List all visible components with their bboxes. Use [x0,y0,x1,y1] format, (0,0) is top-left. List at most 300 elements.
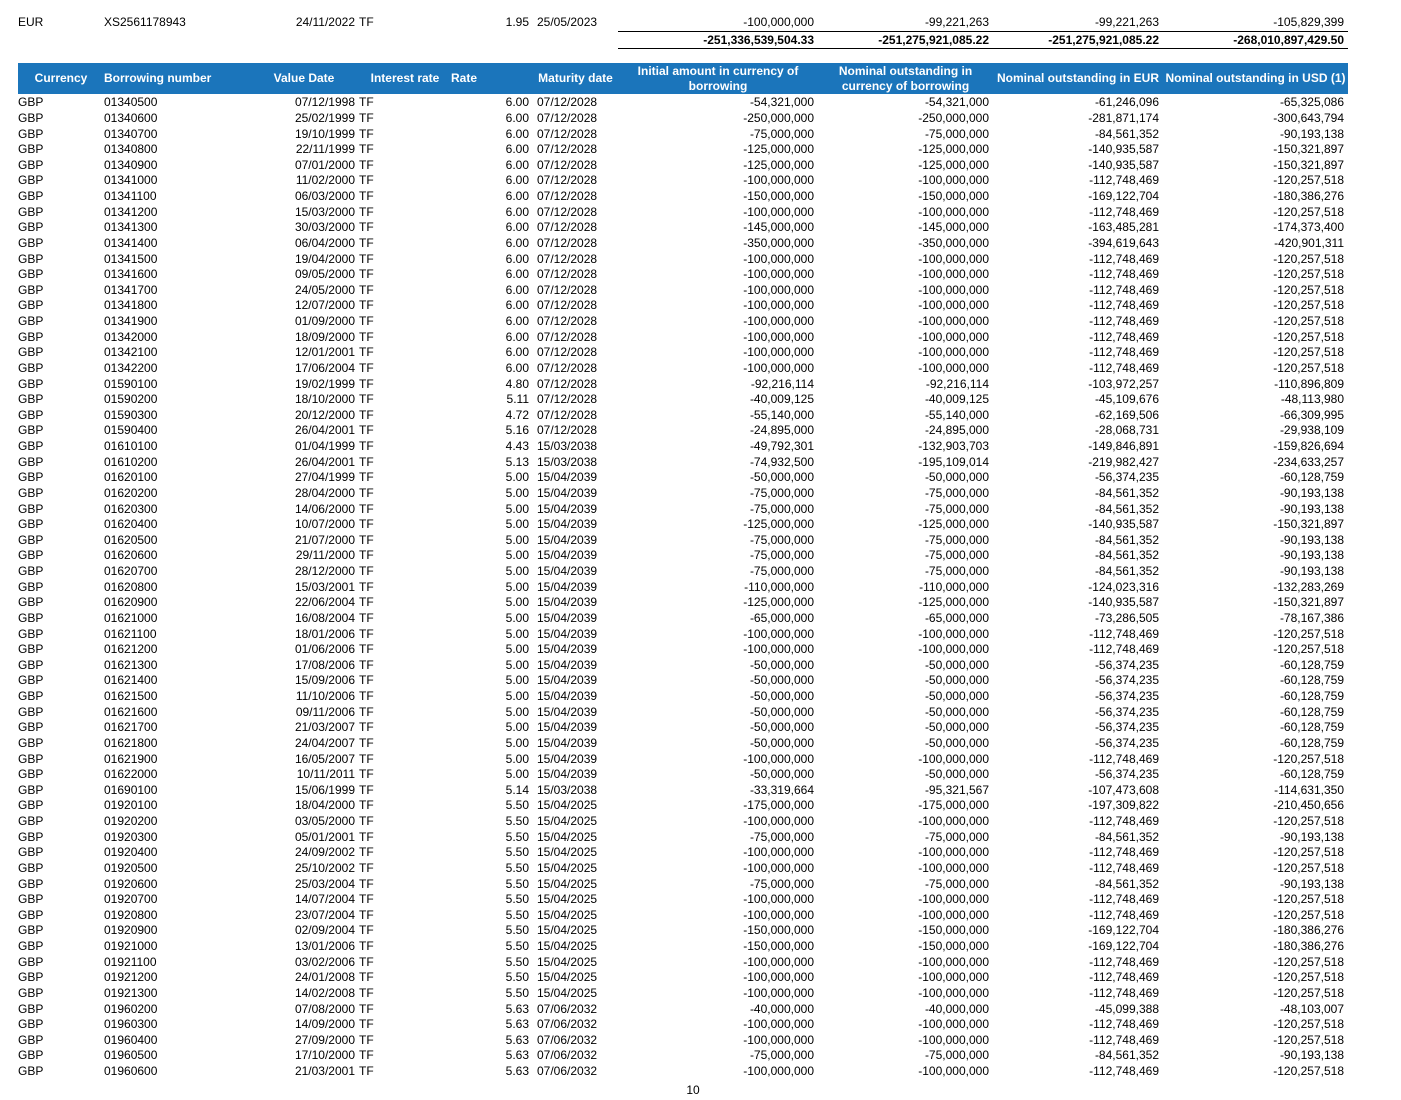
initial-amount-cell: -50,000,000 [749,470,814,485]
nominal-eur-cell: -84,561,352 [1094,126,1159,141]
table-row [18,1001,1348,1017]
maturity-cell: 07/12/2028 [537,423,598,438]
currency-cell: GBP [18,220,44,235]
nominal-usd-cell: -90,193,138 [1279,876,1344,891]
rate-type-cell: TF [359,751,374,766]
currency-cell: GBP [18,892,44,907]
nominal-eur-cell: -112,748,469 [1089,954,1159,969]
nominal-usd-cell: -60,128,759 [1279,767,1344,782]
maturity-cell: 15/04/2039 [537,470,598,485]
nominal-usd-cell: -48,103,007 [1279,1001,1344,1016]
maturity-cell: 15/04/2039 [537,767,598,782]
borrowing-number-cell: 01341500 [104,251,158,266]
rate-cell: 6.00 [505,189,529,204]
rate-cell: 5.00 [505,532,529,547]
table-row [18,533,1348,549]
nominal-usd-cell: -60,128,759 [1279,470,1344,485]
rate-type-cell: TF [359,189,374,204]
borrowing-number-cell: 01921100 [104,954,157,969]
borrowing-number-cell: 01341800 [104,298,158,313]
nominal-eur-cell: -112,748,469 [1089,970,1159,985]
nominal-borrowing-cell: -100,000,000 [918,860,989,875]
table-row [18,283,1348,299]
nominal-eur-cell: -169,122,704 [1088,923,1159,938]
value-date-cell: 24/04/2007 [294,735,355,750]
initial-amount-cell: -33,319,664 [749,782,814,797]
value-date-cell: 10/11/2011 [296,767,355,782]
nominal-usd-cell: -110,896,809 [1274,376,1344,391]
borrowing-number-cell: 01921300 [104,985,158,1000]
initial-amount-cell: -74,932,500 [749,454,814,469]
rate-type-cell: TF [359,985,374,1000]
nominal-eur-cell: -56,374,235 [1094,657,1159,672]
borrowing-number-cell: 01590200 [104,392,158,407]
borrowing-number-cell: 01621700 [104,720,158,735]
value-date-cell: 19/02/1999 [294,376,355,391]
nominal-borrowing-cell: -125,000,000 [918,142,989,157]
nominal-usd-cell: -120,257,518 [1273,267,1344,282]
value-date-cell: 30/03/2000 [294,220,355,235]
value-date-cell: 21/03/2007 [294,720,355,735]
initial-amount-cell: -50,000,000 [749,704,814,719]
maturity-cell: 15/04/2039 [537,642,598,657]
currency-cell: GBP [18,673,44,688]
initial-amount-cell: -50,000,000 [749,657,814,672]
rate-cell: 5.50 [505,970,529,985]
value-date-cell: 22/11/1999 [295,142,355,157]
maturity-cell: 07/12/2028 [537,298,598,313]
nominal-eur-cell: -163,485,281 [1088,220,1159,235]
column-header-rate: Rate [451,63,533,94]
nominal-borrowing-cell: -75,000,000 [924,564,989,579]
maturity-cell: 07/06/2032 [537,1001,598,1016]
rate-type-cell: TF [359,595,374,610]
nominal-usd-cell: -120,257,518 [1273,251,1344,266]
borrowing-number-cell: 01341000 [104,173,158,188]
maturity-cell: 15/04/2039 [537,532,598,547]
nominal-borrowing-cell: -55,140,000 [924,407,989,422]
rate-cell: 6.00 [505,251,529,266]
nominal-borrowing-cell: -250,000,000 [918,110,989,125]
nominal-borrowing-cell: -50,000,000 [924,767,989,782]
rate-cell: 6.00 [505,298,529,313]
initial-amount-cell: -150,000,000 [743,189,814,204]
nominal-usd-cell: -90,193,138 [1279,1048,1344,1063]
initial-amount-cell: -50,000,000 [749,735,814,750]
rate-type-cell: TF [359,360,374,375]
currency-cell: GBP [18,1001,44,1016]
nominal-borrowing-cell: -24,895,000 [924,423,989,438]
nominal-borrowing-cell: -100,000,000 [918,845,989,860]
rate-type-cell: TF [359,892,374,907]
value-date-cell: 01/09/2000 [294,314,355,329]
rate-cell: 5.50 [505,892,529,907]
maturity-cell: 15/04/2039 [537,501,598,516]
currency-cell: GBP [18,189,44,204]
maturity-cell: 07/06/2032 [537,1032,598,1047]
initial-amount-cell: -100,000,000 [743,985,814,1000]
total-initial: -251,336,539,504.33 [618,32,818,49]
nominal-borrowing-cell: -100,000,000 [918,814,989,829]
rate-cell: 6.00 [505,329,529,344]
nominal-eur-cell: -112,748,469 [1089,751,1159,766]
initial-amount-cell: -75,000,000 [749,829,814,844]
nominal-usd-cell: -60,128,759 [1279,673,1344,688]
rate-type-cell: TF [359,95,374,110]
maturity-cell: 15/04/2025 [537,923,598,938]
rate-cell: 5.63 [505,1017,529,1032]
nominal-borrowing-cell: -100,000,000 [918,751,989,766]
nominal-borrowing-cell: -125,000,000 [918,595,989,610]
maturity-cell: 15/04/2039 [537,704,598,719]
rate-cell: 6.00 [505,173,529,188]
initial-amount-cell: -50,000,000 [749,673,814,688]
rate-cell: 6.00 [505,314,529,329]
rate-type-cell: TF [359,564,374,579]
rate-type-cell: TF [359,1064,374,1079]
maturity-cell: 15/04/2025 [537,829,598,844]
nominal-borrowing-cell: -100,000,000 [918,642,989,657]
initial-amount-cell: -100,000,000 [743,954,814,969]
currency-cell: GBP [18,610,44,625]
value-date-cell: 15/06/1999 [294,782,355,797]
maturity-cell: 15/04/2039 [537,485,598,500]
nominal-borrowing-cell: -75,000,000 [924,876,989,891]
currency-cell: GBP [18,657,44,672]
rate-type-cell: TF [359,345,374,360]
nominal-usd-cell: -60,128,759 [1279,735,1344,750]
borrowings-table [18,95,1348,1079]
nominal-borrowing-cell: -50,000,000 [924,673,989,688]
value-date-cell: 27/04/1999 [294,470,355,485]
table-row [18,298,1348,314]
maturity-cell: 07/12/2028 [537,110,598,125]
rate-type-cell: TF [359,220,374,235]
rate-type-cell: TF [359,282,374,297]
value-date-cell: 28/12/2000 [294,564,355,579]
initial-amount-cell: -50,000,000 [749,767,814,782]
table-row [18,1064,1348,1080]
nominal-borrowing-cell: -50,000,000 [924,735,989,750]
nominal-usd-cell: -120,257,518 [1273,329,1344,344]
total-nominal-eur: -251,275,921,085.22 [993,32,1163,49]
totals-row [18,32,1348,49]
maturity-cell: 15/04/2039 [537,673,598,688]
table-header [18,63,1348,94]
table-row [18,423,1348,439]
nominal-usd-cell: -90,193,138 [1279,501,1344,516]
nominal-eur-cell: -56,374,235 [1094,673,1159,688]
nominal-borrowing-cell: -132,903,703 [918,439,989,454]
nominal-eur-cell: -112,748,469 [1089,626,1159,641]
table-row [18,579,1348,595]
maturity-cell: 15/04/2039 [537,564,598,579]
borrowing-number-cell: 01622000 [104,767,158,782]
nominal-usd-cell: -60,128,759 [1279,657,1344,672]
rate-cell: 4.43 [505,439,529,454]
currency-cell: GBP [18,439,44,454]
rate-cell: 5.00 [505,595,529,610]
rate-cell: 1.95 [505,15,529,30]
nominal-eur-cell: -281,871,174 [1088,110,1159,125]
nominal-usd-cell: -120,257,518 [1273,298,1344,313]
rate-type-cell: TF [359,1048,374,1063]
nominal-borrowing-cell: -100,000,000 [918,204,989,219]
nominal-eur-cell: -56,374,235 [1094,735,1159,750]
table-row [18,798,1348,814]
value-date-cell: 20/12/2000 [294,407,355,422]
initial-amount-cell: -100,000,000 [743,282,814,297]
initial-amount-cell: -100,000,000 [743,251,814,266]
rate-type-cell: TF [359,142,374,157]
nominal-eur-cell: -112,748,469 [1089,892,1159,907]
value-date-cell: 12/07/2000 [294,298,355,313]
borrowing-number-cell: 01340800 [104,142,158,157]
rate-cell: 5.00 [505,767,529,782]
rate-type-cell: TF [359,173,374,188]
maturity-cell: 15/04/2025 [537,970,598,985]
table-row [18,954,1348,970]
nominal-borrowing-cell: -100,000,000 [918,1032,989,1047]
nominal-borrowing-cell: -100,000,000 [918,954,989,969]
initial-amount-cell: -75,000,000 [749,485,814,500]
maturity-cell: 07/06/2032 [537,1048,598,1063]
nominal-eur-cell: -112,748,469 [1089,985,1159,1000]
value-date-cell: 10/07/2000 [294,517,355,532]
maturity-cell: 15/04/2025 [537,814,598,829]
rate-type-cell: TF [359,392,374,407]
borrowing-number-cell: 01610200 [104,454,158,469]
rate-type-cell: TF [359,407,374,422]
borrowing-number-cell: 01620700 [104,564,158,579]
initial-amount-cell: -75,000,000 [749,1048,814,1063]
nominal-eur-cell: -140,935,587 [1088,595,1159,610]
rate-cell: 6.00 [505,142,529,157]
currency-cell: GBP [18,95,44,110]
nominal-borrowing-cell: -145,000,000 [918,220,989,235]
nominal-borrowing-cell: -100,000,000 [918,1017,989,1032]
table-row [18,720,1348,736]
nominal-eur-cell: -219,982,427 [1088,454,1159,469]
borrowing-number-cell: 01621800 [104,735,158,750]
rate-cell: 5.50 [505,860,529,875]
value-date-cell: 19/04/2000 [294,251,355,266]
nominal-usd-cell: -120,257,518 [1273,892,1344,907]
currency-cell: GBP [18,392,44,407]
currency-cell: GBP [18,626,44,641]
nominal-eur-cell: -73,286,505 [1094,610,1159,625]
rate-cell: 6.00 [505,235,529,250]
page-number: 10 [686,1083,700,1097]
currency-cell: GBP [18,142,44,157]
maturity-cell: 15/04/2025 [537,907,598,922]
borrowing-number-cell: 01340900 [104,157,158,172]
nominal-eur-cell: -149,846,891 [1088,439,1159,454]
initial-amount-cell: -100,000,000 [743,314,814,329]
rate-cell: 5.13 [505,454,529,469]
currency-cell: GBP [18,579,44,594]
borrowing-number-cell: 01341700 [104,282,158,297]
nominal-eur-cell: -112,748,469 [1089,267,1159,282]
rate-type-cell: TF [359,501,374,516]
initial-amount-cell: -100,000,000 [743,1017,814,1032]
nominal-eur-cell: -112,748,469 [1089,282,1159,297]
rate-cell: 6.00 [505,282,529,297]
value-date-cell: 14/02/2008 [294,985,355,1000]
nominal-borrowing-cell: -100,000,000 [918,345,989,360]
value-date-cell: 22/06/2004 [294,595,355,610]
currency-cell: GBP [18,1048,44,1063]
table-row [18,236,1348,252]
maturity-cell: 07/12/2028 [537,251,598,266]
nominal-usd-cell: -120,257,518 [1273,1017,1344,1032]
value-date-cell: 21/07/2000 [294,532,355,547]
table-row [18,189,1348,205]
currency-cell: GBP [18,689,44,704]
table-row [18,220,1348,236]
value-date-cell: 06/04/2000 [294,235,355,250]
nominal-usd-cell: -234,633,257 [1273,454,1344,469]
initial-amount-cell: -40,009,125 [749,392,814,407]
nominal-eur-cell: -84,561,352 [1094,1048,1159,1063]
column-header-currency: Currency [18,63,104,94]
nominal-borrowing-cell: -125,000,000 [918,157,989,172]
nominal-borrowing-cell: -100,000,000 [918,329,989,344]
rate-type-cell: TF [359,782,374,797]
initial-amount-cell: -100,000,000 [743,360,814,375]
table-row [18,986,1348,1002]
initial-amount-cell: -145,000,000 [743,220,814,235]
maturity-cell: 07/12/2028 [537,220,598,235]
table-row [18,142,1348,158]
nominal-usd-cell: -90,193,138 [1279,829,1344,844]
currency-cell: GBP [18,485,44,500]
nominal-usd-cell: -120,257,518 [1273,860,1344,875]
value-date-cell: 02/09/2004 [294,923,355,938]
nominal-eur-cell: -112,748,469 [1089,204,1159,219]
nominal-borrowing-cell: -100,000,000 [918,314,989,329]
nominal-usd-cell: -420,901,311 [1274,235,1344,250]
nominal-borrowing-cell: -100,000,000 [918,251,989,266]
maturity-cell: 15/04/2039 [537,610,598,625]
currency-cell: GBP [18,548,44,563]
currency-cell: GBP [18,1017,44,1032]
nominal-usd-cell: -60,128,759 [1279,704,1344,719]
currency-cell: GBP [18,564,44,579]
currency-cell: GBP [18,423,44,438]
value-date-cell: 06/03/2000 [294,189,355,204]
nominal-usd-cell: -105,829,399 [1163,14,1348,32]
table-row [18,642,1348,658]
rate-type-cell: TF [359,235,374,250]
initial-amount-cell: -100,000,000 [743,267,814,282]
initial-amount-cell: -100,000,000 [618,14,818,32]
maturity-cell: 15/03/2038 [537,454,598,469]
nominal-usd-cell: -150,321,897 [1273,595,1344,610]
borrowing-number-cell: 01621000 [104,610,158,625]
borrowing-number-cell: 01920500 [104,860,158,875]
nominal-usd-cell: -150,321,897 [1273,142,1344,157]
currency-cell: GBP [18,251,44,266]
nominal-eur-cell: -56,374,235 [1094,767,1159,782]
column-header-value-date: Value Date [249,63,359,94]
value-date-cell: 25/03/2004 [294,876,355,891]
nominal-borrowing-cell: -110,000,000 [919,579,989,594]
rate-cell: 5.50 [505,829,529,844]
table-row [18,14,1348,32]
nominal-borrowing-cell: -40,000,000 [924,1001,989,1016]
value-date-cell: 19/10/1999 [294,126,355,141]
rate-cell: 5.00 [505,673,529,688]
nominal-usd-cell: -300,643,794 [1273,110,1344,125]
currency-cell: GBP [18,501,44,516]
rate-type-cell: TF [359,735,374,750]
rate-type-cell: TF [359,626,374,641]
nominal-eur-cell: -84,561,352 [1094,564,1159,579]
nominal-borrowing-cell: -100,000,000 [918,282,989,297]
value-date-cell: 07/12/1998 [294,95,355,110]
nominal-usd-cell: -120,257,518 [1273,360,1344,375]
maturity-cell: 15/04/2025 [537,939,598,954]
initial-amount-cell: -250,000,000 [743,110,814,125]
maturity-cell: 15/04/2025 [537,876,598,891]
currency-cell: GBP [18,642,44,657]
currency-cell: GBP [18,814,44,829]
value-date-cell: 24/01/2008 [294,970,355,985]
nominal-usd-cell: -120,257,518 [1273,845,1344,860]
value-date-cell: 26/04/2001 [294,454,355,469]
table-row [18,876,1348,892]
rate-cell: 4.72 [505,407,529,422]
value-date-cell: 03/02/2006 [294,954,355,969]
maturity-cell: 07/12/2028 [537,407,598,422]
borrowing-number-cell: 01960500 [104,1048,158,1063]
maturity-cell: 07/12/2028 [537,142,598,157]
nominal-eur-cell: -103,972,257 [1088,376,1159,391]
table-row [18,564,1348,580]
rate-type-cell: TF [359,829,374,844]
rate-cell: 5.50 [505,845,529,860]
nominal-borrowing-cell: -50,000,000 [924,470,989,485]
table-row [18,267,1348,283]
value-date-cell: 24/09/2002 [294,845,355,860]
rate-cell: 5.00 [505,751,529,766]
nominal-eur-cell: -99,221,263 [993,14,1163,32]
value-date-cell: 18/04/2000 [294,798,355,813]
initial-amount-cell: -75,000,000 [749,126,814,141]
borrowing-number-cell: 01920700 [104,892,158,907]
currency-cell: GBP [18,1032,44,1047]
rate-cell: 5.50 [505,954,529,969]
borrowing-number-cell: 01341200 [104,204,158,219]
maturity-cell: 15/04/2039 [537,720,598,735]
initial-amount-cell: -110,000,000 [744,579,814,594]
maturity-cell: 15/04/2039 [537,595,598,610]
nominal-eur-cell: -28,068,731 [1094,423,1159,438]
value-date-cell: 09/05/2000 [294,267,355,282]
nominal-usd-cell: -120,257,518 [1273,626,1344,641]
table-row [18,376,1348,392]
nominal-eur-cell: -45,109,676 [1094,392,1159,407]
rate-cell: 5.63 [505,1001,529,1016]
rate-type-cell: TF [359,704,374,719]
nominal-usd-cell: -159,826,694 [1273,439,1344,454]
nominal-borrowing-cell: -54,321,000 [924,95,989,110]
currency-cell: GBP [18,407,44,422]
currency-cell: GBP [18,970,44,985]
rate-type-cell: TF [359,923,374,938]
maturity-cell: 15/04/2025 [537,985,598,1000]
